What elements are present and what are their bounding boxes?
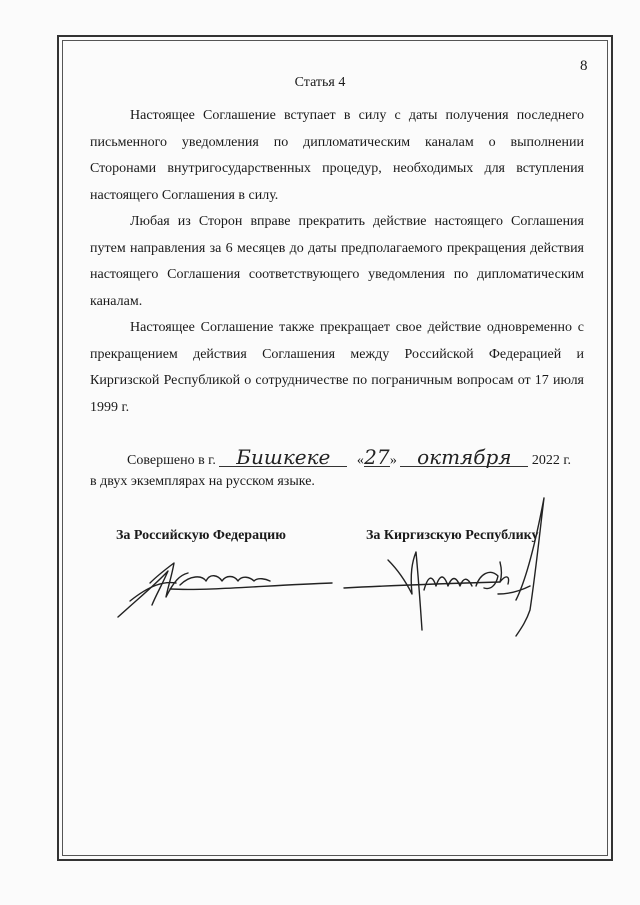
paragraph-termination: Любая из Сторон вправе прекратить действие настоящего Соглашения путем направления за 6 месяцев до даты предполагаемого прекращения действия настоящего Соглашения соответствующего уведомления по дипломатическим каналам.: [90, 214, 584, 309]
signatory-label-kyrgyzstan: За Киргизскую Республику: [366, 528, 539, 543]
signature-russia: [110, 545, 340, 625]
paragraph-previous-agreement: Настоящее Соглашение также прекращает свое действие одновременно с прекращением действия Соглашения между Российской Федерацией и Киргизской Республикой о сотрудничестве по пограничным вопросам от 17 июля 1999 г.: [90, 320, 584, 415]
done-prefix: Совершено в г.: [127, 453, 216, 468]
done-year: 2022 г.: [531, 453, 572, 468]
handwritten-month: октября: [400, 448, 528, 467]
signatory-label-russia: За Российскую Федерацию: [116, 528, 286, 543]
handwritten-city: Бишкеке: [219, 448, 347, 467]
done-at-line: [127, 445, 572, 469]
handwritten-day: 27: [364, 445, 390, 469]
copies-text: в двух экземплярах на русском языке.: [90, 474, 315, 489]
paragraph-entry-into-force: Настоящее Соглашение вступает в силу с даты получения последнего письменного уведомления по дипломатическим каналам о выполнении Сторонами внутригосударственных процедур, необходимых для вступления настоящего Соглашения в силу.: [90, 108, 584, 203]
article-title: Статья 4: [294, 75, 346, 90]
page-number: 8: [580, 58, 588, 74]
quote-open: «: [356, 453, 364, 468]
signature-kyrgyzstan: [340, 490, 560, 640]
quote-close: »: [389, 453, 397, 468]
